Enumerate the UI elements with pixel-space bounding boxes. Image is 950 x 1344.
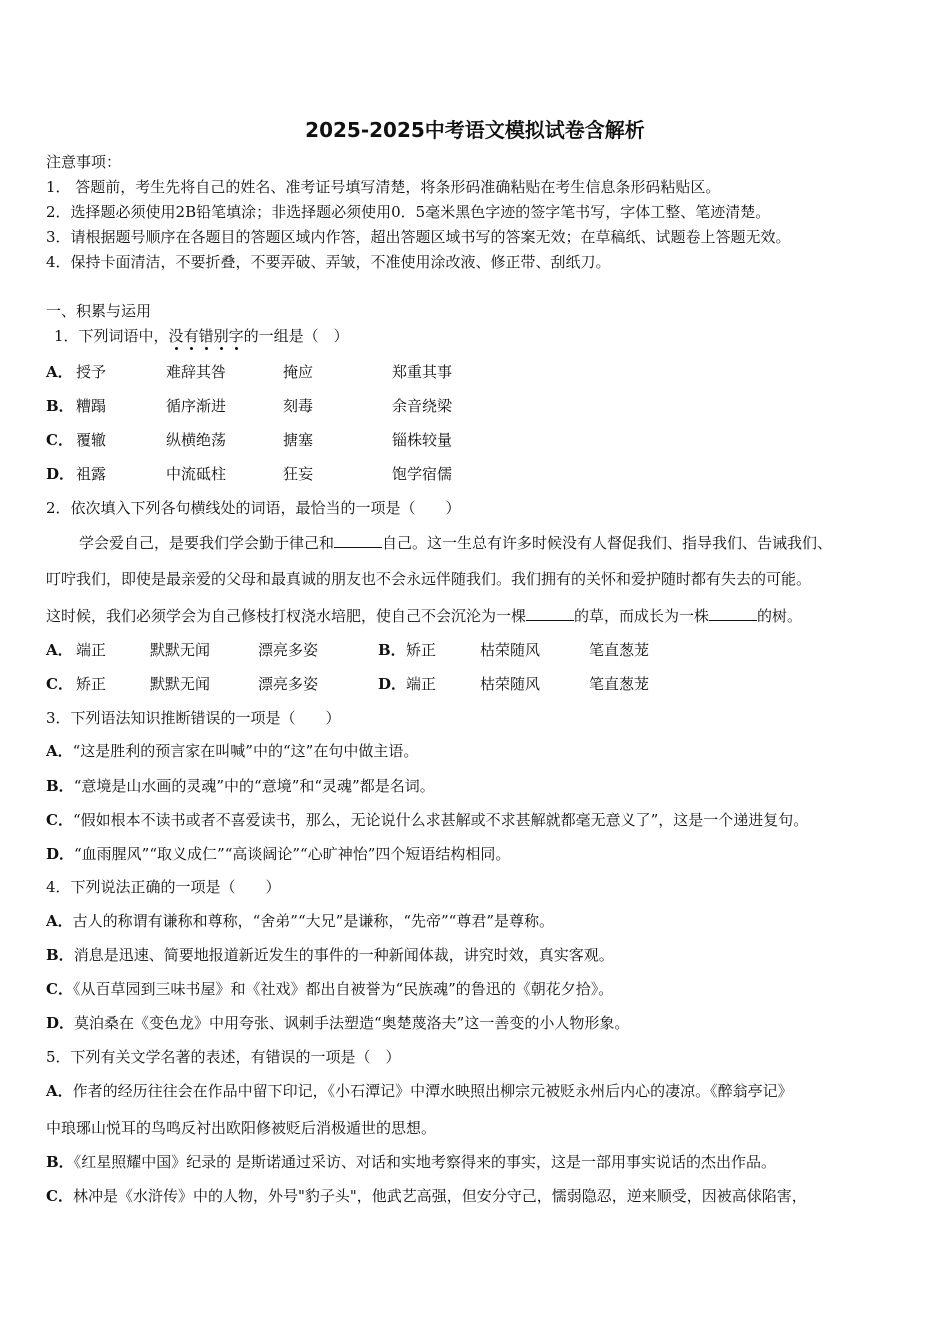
section-heading: 一、积累与运用 [46, 302, 152, 320]
emphasis-char: 字 [228, 327, 244, 345]
question-1-stem: 1．下列词语中，没有错别字的一组是（ ） [54, 327, 349, 345]
question-2-passage-line-3: 这时候，我们必须学会为自己修枝打杈浇水培肥，使自己不会沉沦为一棵 的草，而成长为一株 的树。 [46, 607, 803, 625]
question-4-option-d: D．莫泊桑在《变色龙》中用夸张、讽刺手法塑造“奥楚蔑洛夫”这一善变的小人物形象。 [46, 1014, 630, 1032]
question-4-stem: 4．下列说法正确的一项是（ ） [46, 878, 281, 896]
page-title: 2025-2025中考语文模拟试卷含解析 [305, 118, 645, 142]
emphasis-char: 别 [213, 327, 229, 345]
note-1: 1． 答题前，考生先将自己的姓名、准考证号填写清楚，将条形码准确粘贴在考生信息条形码粘贴区。 [46, 178, 721, 196]
notes-heading: 注意事项： [46, 153, 122, 171]
question-3-option-d: D．“血雨腥风”“取义成仁”“高谈阔论”“心旷神怡”四个短语结构相同。 [46, 845, 511, 863]
question-2-stem: 2．依次填入下列各句横线处的词语，最恰当的一项是（ ） [46, 499, 461, 517]
question-5-option-b: B．《红星照耀中国》纪录的 是斯诺通过采访、对话和实地考察得来的事实，这是一部用事实说话的杰出作品。 [46, 1153, 776, 1171]
question-2-passage-line-2: 叮咛我们，即使是最亲爱的父母和最真诚的朋友也不会永远伴随我们。我们拥有的关怀和爱护随时都有失去的可能。 [46, 570, 812, 588]
question-5-stem: 5．下列有关文学名著的表述，有错误的一项是（ ） [46, 1048, 401, 1066]
question-4-option-b: B．消息是迅速、简要地报道新近发生的事件的一种新闻体裁，讲究时效，真实客观。 [46, 946, 614, 964]
emphasis-char: 错 [198, 327, 214, 345]
question-3-option-b: B．“意境是山水画的灵魂”中的“意境”和“灵魂”都是名词。 [46, 777, 435, 795]
question-3-option-c: C．“假如根本不读书或者不喜爱读书，那么，无论说什么求甚解或不求甚解就都毫无意义了”，这是一个递进复句。 [46, 811, 809, 829]
note-3: 3．请根据题号顺序在各题目的答题区域内作答，超出答题区域书写的答案无效；在草稿纸、试题卷上答题无效。 [46, 228, 791, 246]
question-2-passage-line-1: 学会爱自己，是要我们学会勤于律己和 自己。这一生总有许多时候没有人督促我们、指导我们、告诫我们、 [79, 534, 833, 552]
question-5-option-c: C．林冲是《水浒传》中的人物，外号"豹子头"，他武艺高强，但安分守己，懦弱隐忍，逆来顺受，因被高俅陷害， [46, 1187, 807, 1205]
question-3-stem: 3．下列语法知识推断错误的一项是（ ） [46, 709, 341, 727]
fill-blank [709, 606, 757, 621]
question-5-option-a-line-2: 中琅琊山悦耳的鸟鸣反衬出欧阳修被贬后消极遁世的思想。 [46, 1119, 437, 1137]
question-5-option-a-line-1: A．作者的经历往往会在作品中留下印记，《小石潭记》中潭水映照出柳宗元被贬永州后内心的凄凉。《醉翁亭记》 [46, 1082, 793, 1100]
question-4-option-a: A．古人的称谓有谦称和尊称，“舍弟”“大兄”是谦称，“先帝”“尊君”是尊称。 [46, 912, 554, 930]
question-3-option-a: A．“这是胜利的预言家在叫喊”中的“这”在句中做主语。 [46, 742, 419, 760]
question-4-option-c: C．《从百草园到三味书屋》和《社戏》都出自被誉为“民族魂”的鲁迅的《朝花夕拾》。 [46, 980, 614, 998]
emphasis-char: 没 [168, 327, 184, 345]
note-2: 2．选择题必须使用2B铅笔填涂；非选择题必须使用0．5毫米黑色字迹的签字笔书写，字体工整、笔迹清楚。 [46, 203, 771, 221]
note-4: 4．保持卡面清洁，不要折叠，不要弄破、弄皱，不准使用涂改液、修正带、刮纸刀。 [46, 253, 611, 271]
fill-blank [334, 533, 382, 548]
emphasis-char: 有 [183, 327, 199, 345]
fill-blank [526, 606, 574, 621]
